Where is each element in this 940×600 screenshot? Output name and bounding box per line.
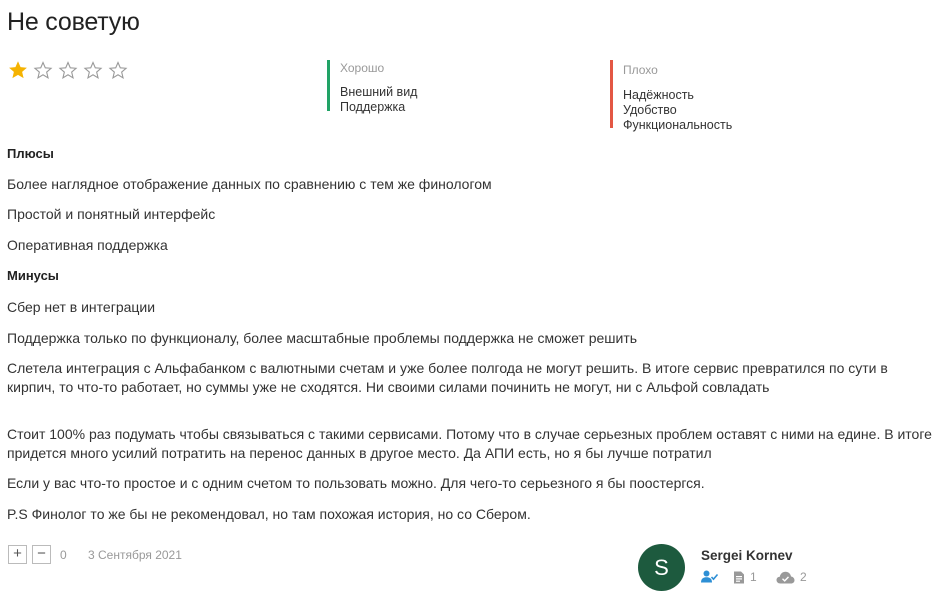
comment-paragraph: P.S Финолог то же бы не рекомендовал, но там похожая история, но со Сбером. xyxy=(7,506,531,522)
star-filled-icon xyxy=(7,59,29,81)
pros-heading: Плюсы xyxy=(7,146,54,161)
review-title: Не советую xyxy=(7,8,140,36)
pros-item: Оперативная поддержка xyxy=(7,237,168,253)
vote-score: 0 xyxy=(60,548,67,562)
good-aspects xyxy=(327,60,418,114)
star-empty-icon xyxy=(32,59,54,81)
star-empty-icon xyxy=(107,59,129,81)
bad-aspects-label: Плохо xyxy=(623,63,658,77)
good-aspects-label: Хорошо xyxy=(340,61,385,75)
cons-item: Поддержка только по функционалу, более масштабные проблемы поддержка не сможет решить xyxy=(7,330,638,346)
good-aspect-item: Внешний вид xyxy=(340,85,418,99)
comment-paragraph: Если у вас что-то простое и с одним счетом то пользовать можно. Для чего-то серьезного я бы поостергся. xyxy=(7,475,705,491)
pros-item: Простой и понятный интерфейс xyxy=(7,206,216,222)
star-empty-icon xyxy=(57,59,79,81)
review-date: 3 Сентября 2021 xyxy=(88,548,182,562)
bad-aspect-item: Надёжность xyxy=(623,88,694,102)
bad-aspect-item: Удобство xyxy=(623,103,677,117)
good-aspect-item: Поддержка xyxy=(340,100,406,114)
cloud-check-icon xyxy=(776,571,795,584)
cloud-count: 2 xyxy=(800,570,807,584)
cons-heading: Минусы xyxy=(7,268,59,283)
reviews-count: 1 xyxy=(750,570,757,584)
cons-item: Слетела интеграция с Альфабанком с валютными счетам и уже более полгода не могут решить. В итоге сервис превратился по сути в кирпич, то что-то работает, но суммы уже не сходятся. Ни своими силами починить не могут, ни с Альфой совладать xyxy=(7,360,888,395)
rating-stars xyxy=(7,59,129,81)
cons-item: Сбер нет в интеграции xyxy=(7,299,156,315)
bad-aspects xyxy=(610,60,733,132)
downvote-button[interactable]: − xyxy=(32,545,51,564)
reviews-count-stat xyxy=(733,570,757,584)
author-name[interactable]: Sergei Kornev xyxy=(701,548,793,563)
verified-user-icon xyxy=(701,570,718,583)
cloud-count-stat xyxy=(776,570,807,584)
pros-item: Более наглядное отображение данных по сравнению с тем же финологом xyxy=(7,176,492,192)
verified-user-stat xyxy=(701,570,718,583)
star-empty-icon xyxy=(82,59,104,81)
upvote-button[interactable]: + xyxy=(8,545,27,564)
comment-paragraph: Стоит 100% раз подумать чтобы связываться с такими сервисами. Потому что в случае серьезных проблем оставят с ними на едине. В итоге придется много усилий потратить на перенос данных в другое место. Да АПИ есть, но я бы лучше потратил xyxy=(7,426,932,461)
avatar[interactable]: S xyxy=(638,544,685,591)
document-icon xyxy=(733,571,745,584)
bad-aspect-item: Функциональность xyxy=(623,118,733,132)
